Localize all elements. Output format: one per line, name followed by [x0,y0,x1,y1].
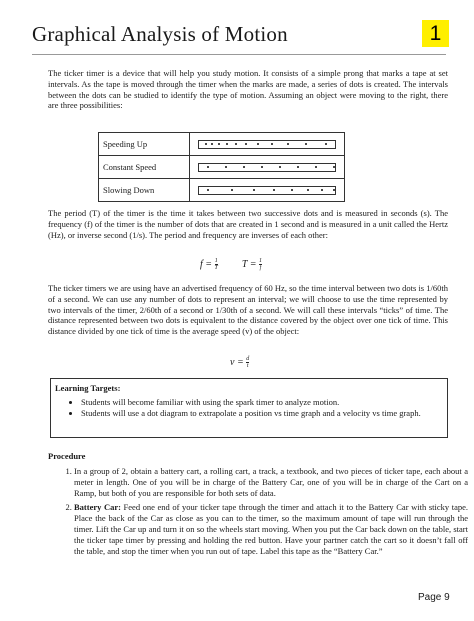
page-badge: 1 [422,20,449,47]
page-number: Page 9 [418,592,450,603]
tape-dot [273,189,275,191]
list-item: • Students will use a dot diagram to extrapolate a position vs time graph and a velocity vs time graph. [81,408,431,419]
tape-dot [271,143,273,145]
table-row [99,156,345,179]
motion-table [98,132,345,202]
tape-cell [190,156,345,179]
tape-dot [291,189,293,191]
tape-dot [307,189,309,191]
tape-dot [287,143,289,145]
table-row [99,133,345,156]
dot-tape-slowing-down [198,186,336,195]
ticker-paragraph: The ticker timers we are using have an advertised frequency of 60 Hz, so the time interval between two dots is 1/60th of a second. We can use any number of dots to represent an interval; we will choose to use the time represented by two intervals of the timer, 2/60th of a second or 1/30th of a second. We will call these intervals “ticks” of time. The distance represented between two dots is equivalent to the distance covered by the object over one tick of time. This distance divided by one tick of time is the average speed (v) of the object: [48,283,448,337]
tape-dot [243,166,245,168]
tape-dot [205,143,207,145]
tape-dot [321,189,323,191]
period-paragraph: The period (T) of the timer is the time it takes between two successive dots and is measured in seconds (s). The frequency (f) of the timer is the number of dots that are created in 1 second and is measured in a unit called the Hertz (Hz), or inverse second (1/s). The period and frequency are inverses of each other: [48,208,448,240]
frequency-period-formula [200,258,262,271]
tape-dot [253,189,255,191]
page-title: Graphical Analysis of Motion [32,22,288,46]
tape-dot [235,143,237,145]
table-row-label: Speeding Up [99,133,190,156]
tape-dot [325,143,327,145]
title-divider [32,54,446,55]
dot-tape-speeding-up [198,140,336,149]
tape-dot [297,166,299,168]
tape-dot [245,143,247,145]
learning-targets-title: Learning Targets: [55,383,121,393]
tape-dot [218,143,220,145]
tape-dot [225,166,227,168]
tape-dot [211,143,213,145]
procedure-title: Procedure [48,451,86,461]
speed-formula: v = $\frac{d}{t}$ [230,356,250,369]
tape-dot [231,189,233,191]
tape-dot [333,166,335,168]
learning-targets-list [69,397,431,418]
procedure-list [54,466,468,560]
tape-cell [190,179,345,202]
list-item: 1. In a group of 2, obtain a battery cart, a rolling cart, a track, a textbook, and two pieces of ticker tape, each about a meter in length. One of you will be in charge of the Battery Car, one of you will be in charge of the Cart on a Ramp, but both of you are responsible for both sets of data. [74,466,468,498]
list-item: • Students will become familiar with using the spark timer to analyze motion. [81,397,431,408]
tape-dot [315,166,317,168]
learning-targets-box [50,378,448,438]
tape-dot [261,166,263,168]
tape-dot [226,143,228,145]
dot-tape-constant-speed [198,163,336,172]
tape-dot [279,166,281,168]
tape-dot [207,166,209,168]
list-item: 2. Battery Car: Feed one end of your ticker tape through the timer and attach it to the Battery Car with sticky tape. Place the back of the Car as close as you can to the timer, so the maximum amount of tape will run through the timer. Lift the Car up and turn it on so the wheels start moving. When you put the Car back down on the table, start the ticker tape timer by pressing and holding the red button. Have your partner catch the cart so it doesn’t fall off the table, and stop the timer when you run out of tape. Label this tape as the “Battery Car.” [74,502,468,556]
table-row-label: Slowing Down [99,179,190,202]
table-row-label: Constant Speed [99,156,190,179]
period-formula: T = $\frac{1}{f}$ [241,258,263,271]
tape-dot [207,189,209,191]
intro-paragraph: The ticker timer is a device that will help you study motion. It consists of a simple prong that marks a tape at set intervals. As the tape is moved through the timer when the marks are made, a series of dots is created. The intervals between the dots can be studied to identify the type of motion. Assuming an object were moving to the right, there are three possibilities: [48,68,448,111]
frequency-formula: f = $\frac{1}{T}$ [200,258,218,271]
table-row [99,179,345,202]
tape-dot [305,143,307,145]
tape-dot [333,189,335,191]
tape-dot [257,143,259,145]
tape-cell [190,133,345,156]
